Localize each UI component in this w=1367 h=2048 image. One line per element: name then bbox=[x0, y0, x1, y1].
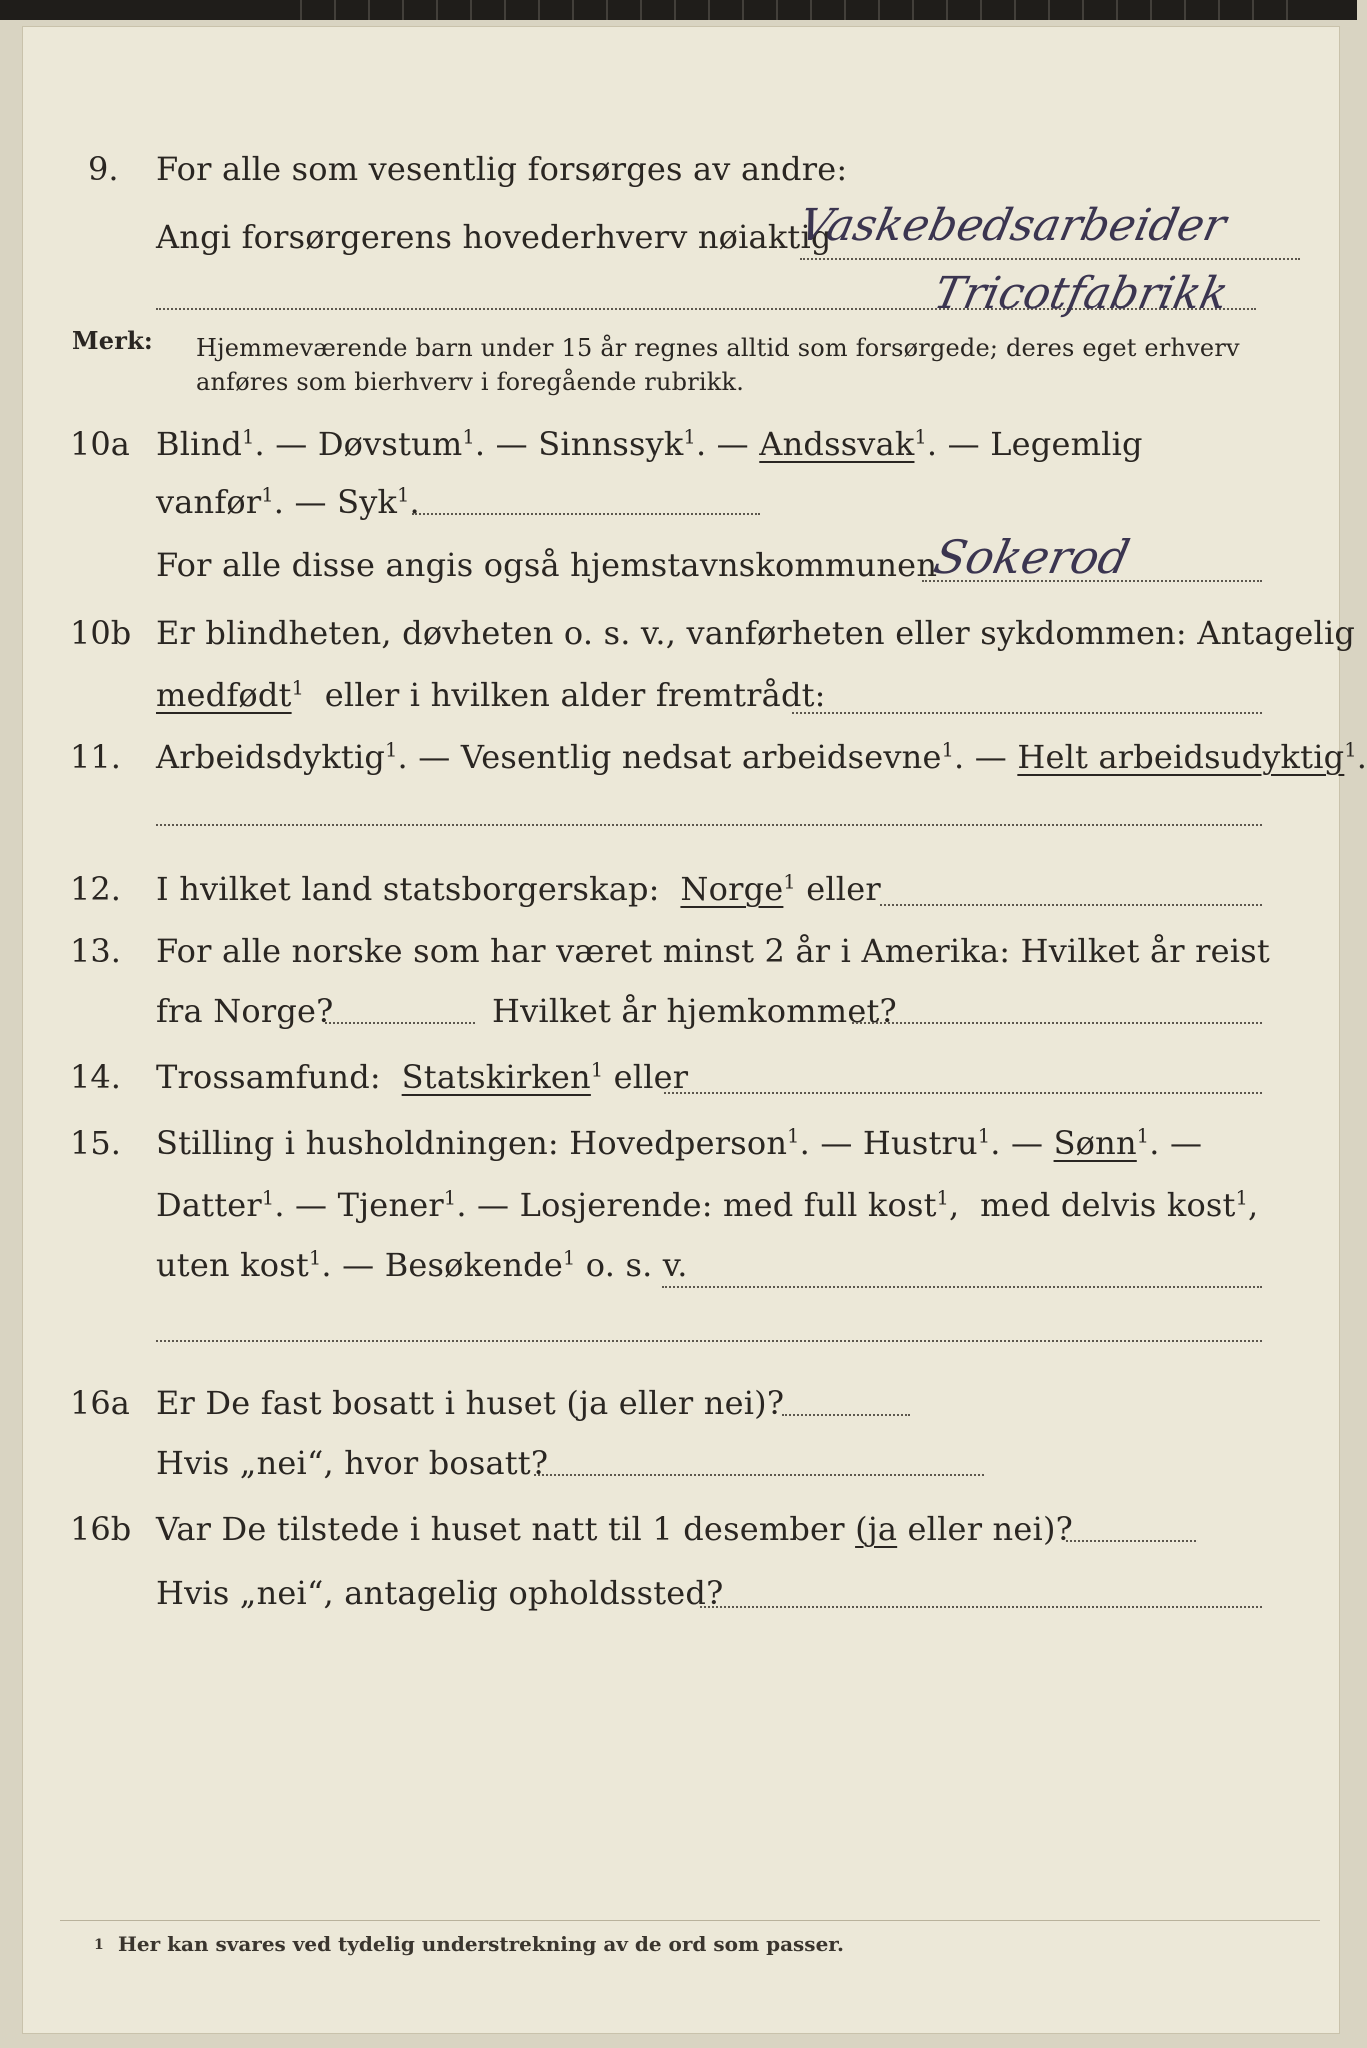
option-syk: Syk bbox=[337, 483, 398, 521]
option-helt-arbeidsudyktig-underlined: Helt arbeidsudyktig bbox=[1017, 738, 1345, 776]
q12-text: I hvilket land statsborgerskap: bbox=[156, 870, 660, 908]
scan-ruler-ticks bbox=[300, 0, 1300, 20]
merk-line2: anføres som bierhverv i foregående rubrikk. bbox=[196, 368, 745, 396]
footnote-text: Her kan svares ved tydelig understrekning av de ord som passer. bbox=[118, 1932, 844, 1956]
census-form-page bbox=[22, 26, 1340, 2034]
q10b-line1: Er blindheten, døvheten o. s. v., vanførheten eller sykdommen: Antagelig bbox=[156, 614, 1356, 652]
option-vanfor: vanfør bbox=[156, 483, 262, 521]
q9-handwritten-answer2: Tricotfabrikk bbox=[929, 268, 1233, 319]
q12-answer-line bbox=[880, 904, 1262, 906]
q13-fra-norge: fra Norge? bbox=[156, 992, 334, 1030]
q16b-line2: Hvis „nei“, antagelig opholdssted? bbox=[156, 1574, 724, 1612]
footnote-mark: 1 bbox=[94, 1937, 104, 1953]
q14-answer-line bbox=[664, 1092, 1262, 1094]
option-medfodt-underlined: medfødt bbox=[156, 676, 292, 714]
option-tjener: Tjener bbox=[337, 1186, 444, 1224]
q15-line3: uten kost$^1$. — Besøkende$^1$ o. s. v. bbox=[156, 1246, 688, 1284]
q10a-line1: Blind$^1$. — Døvstum$^1$. — Sinnssyk$^1$. — Andssvak$^1$. — Legemlig bbox=[156, 425, 1143, 463]
q10a-line3: For alle disse angis også hjemstavnskommunen bbox=[156, 546, 938, 584]
option-hovedperson: Stilling i husholdningen: Hovedperson bbox=[156, 1124, 788, 1162]
q16b-opholdssted-line bbox=[700, 1606, 1262, 1608]
q16b-text: Var De tilstede i huset natt til 1 desember bbox=[156, 1510, 845, 1548]
q16b-line1 bbox=[156, 1510, 1073, 1548]
option-sinnssyk: Sinnssyk bbox=[538, 425, 684, 463]
q12-number: 12. bbox=[70, 870, 121, 908]
q14-line: Trossamfund: Statskirken$^1$ eller bbox=[156, 1058, 689, 1096]
q9-answer-line bbox=[800, 258, 1300, 260]
option-datter: Datter bbox=[156, 1186, 262, 1224]
q14-eller: eller bbox=[613, 1058, 689, 1096]
q16b-answer-line bbox=[1066, 1540, 1196, 1542]
q10a-line2: vanfør$^1$. — Syk$^1$. bbox=[156, 483, 420, 521]
q16a-number: 16a bbox=[70, 1384, 130, 1422]
q9-line2: Angi forsørgerens hovederhverv nøiaktig bbox=[156, 218, 832, 256]
q15-answer-line2 bbox=[156, 1340, 1262, 1342]
option-uten-kost: uten kost bbox=[156, 1246, 309, 1284]
q9-number: 9. bbox=[88, 150, 119, 188]
option-sonn-underlined: Sønn bbox=[1053, 1124, 1137, 1162]
q10a-number: 10a bbox=[70, 425, 130, 463]
scan-top-strip bbox=[0, 0, 1357, 20]
q16a-line1: Er De fast bosatt i huset (ja eller nei)? bbox=[156, 1384, 785, 1422]
q11-number: 11. bbox=[70, 738, 121, 776]
q10b-number: 10b bbox=[70, 614, 132, 652]
option-vesentlig-nedsat: Vesentlig nedsat arbeidsevne bbox=[460, 738, 942, 776]
option-besokende: Besøkende bbox=[384, 1246, 563, 1284]
footnote-rule bbox=[60, 1920, 1320, 1921]
q13-fra-line bbox=[325, 1022, 475, 1024]
q16a-line2: Hvis „nei“, hvor bosatt? bbox=[156, 1444, 549, 1482]
q15-answer-line bbox=[662, 1286, 1262, 1288]
q14-number: 14. bbox=[70, 1058, 121, 1096]
q10a-handwritten-answer: Sokerod bbox=[929, 530, 1135, 584]
option-arbeidsdyktig: Arbeidsdyktig bbox=[156, 738, 386, 776]
merk-label: Merk: bbox=[72, 326, 153, 355]
option-norge-underlined: Norge bbox=[680, 870, 784, 908]
q15-osv: o. s. v. bbox=[585, 1246, 688, 1284]
q13-number: 13. bbox=[70, 932, 121, 970]
q16a-bosatt-line bbox=[534, 1474, 984, 1476]
q13-hjemkommet: Hvilket år hjemkommet? bbox=[492, 992, 897, 1030]
option-andssvak-underlined: Andssvak bbox=[759, 425, 915, 463]
q10b-alder: eller i hvilken alder fremtrådt: bbox=[324, 676, 826, 714]
q9-handwritten-answer1: Vaskebedsarbeider bbox=[794, 200, 1231, 251]
q11-line: Arbeidsdyktig$^1$. — Vesentlig nedsat arbeidsevne$^1$. — Helt arbeidsudyktig$^1$. bbox=[156, 738, 1367, 776]
merk-line1: Hjemmeværende barn under 15 år regnes alltid som forsørgede; deres eget erhverv bbox=[196, 334, 1240, 362]
option-delvis-kost: med delvis kost bbox=[980, 1186, 1236, 1224]
q13-hjem-line bbox=[852, 1022, 1262, 1024]
option-dovstum: Døvstum bbox=[317, 425, 463, 463]
q13-line1: For alle norske som har været minst 2 år i Amerika: Hvilket år reist bbox=[156, 932, 1270, 970]
q16b-number: 16b bbox=[70, 1510, 132, 1548]
q12-eller: eller bbox=[806, 870, 881, 908]
q11-answer-line bbox=[156, 824, 1262, 826]
q10b-answer-line bbox=[792, 712, 1262, 714]
q15-line2: Datter$^1$. — Tjener$^1$. — Losjerende: med full kost$^1$, med delvis kost$^1$, bbox=[156, 1186, 1259, 1224]
option-legemlig: Legemlig bbox=[990, 425, 1143, 463]
option-blind: Blind bbox=[156, 425, 243, 463]
q16a-answer-line bbox=[782, 1414, 910, 1416]
option-ja-underlined: (ja bbox=[855, 1510, 898, 1548]
q10b-line2: medfødt$^1$ eller i hvilken alder fremtrådt: bbox=[156, 676, 826, 714]
q15-number: 15. bbox=[70, 1124, 121, 1162]
q14-text: Trossamfund: bbox=[156, 1058, 381, 1096]
option-losjerende: Losjerende: med full kost bbox=[519, 1186, 937, 1224]
q9-line1: For alle som vesentlig forsørges av andre: bbox=[156, 150, 848, 188]
q10a-syk-line bbox=[412, 513, 760, 515]
option-statskirken-underlined: Statskirken bbox=[401, 1058, 591, 1096]
q15-line1: Stilling i husholdningen: Hovedperson$^1$. — Hustru$^1$. — Sønn$^1$. — bbox=[156, 1124, 1203, 1162]
q16b-eller-nei: eller nei)? bbox=[907, 1510, 1073, 1548]
option-hustru: Hustru bbox=[862, 1124, 978, 1162]
q12-line: I hvilket land statsborgerskap: Norge$^1$ eller bbox=[156, 870, 881, 908]
